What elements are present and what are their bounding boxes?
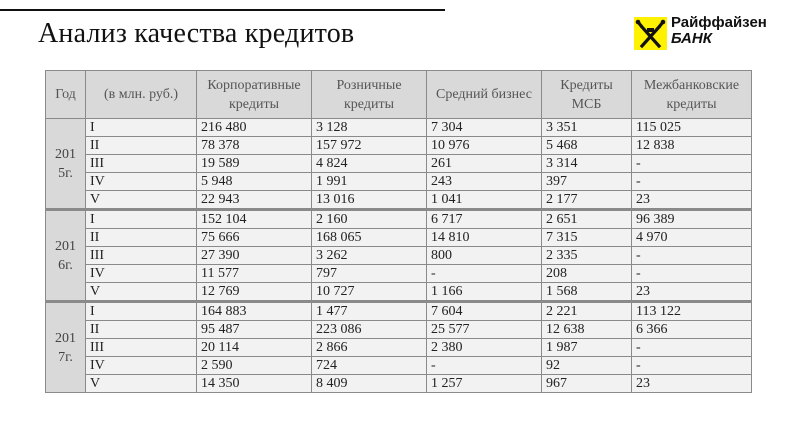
sme-cell: 208 [542,265,632,283]
year-cell [46,210,86,302]
header-corporate: Корпоративные кредиты [197,71,312,119]
table-row [46,357,752,375]
retail-cell: 13 016 [312,191,427,210]
logo-line1: Райффайзен [671,14,767,31]
header-row [46,71,752,119]
retail-cell: 8 409 [312,375,427,393]
retail-cell: 1 991 [312,173,427,191]
logo-text [671,15,767,47]
interbank-cell: - [632,173,752,191]
interbank-cell: 23 [632,191,752,210]
medium-business-cell: 2 380 [427,339,542,357]
category-cell: III [86,155,197,173]
logo-line2: БАНК [671,30,712,47]
retail-cell: 3 128 [312,119,427,137]
corporate-cell: 5 948 [197,173,312,191]
table-row [46,247,752,265]
sme-cell: 397 [542,173,632,191]
retail-cell: 157 972 [312,137,427,155]
retail-cell: 3 262 [312,247,427,265]
credit-quality-table [45,70,752,393]
medium-business-cell: - [427,265,542,283]
category-cell: II [86,229,197,247]
table-row [46,229,752,247]
retail-cell: 724 [312,357,427,375]
year-line1: 201 [55,146,76,162]
category-cell: IV [86,173,197,191]
corporate-cell: 95 487 [197,321,312,339]
category-cell: IV [86,357,197,375]
corporate-cell: 19 589 [197,155,312,173]
table-row [46,210,752,229]
header-retail: Розничные кредиты [312,71,427,119]
medium-business-cell: 800 [427,247,542,265]
medium-business-cell: 7 304 [427,119,542,137]
interbank-cell: 23 [632,375,752,393]
medium-business-cell: 14 810 [427,229,542,247]
year-cell [46,302,86,393]
medium-business-cell: 261 [427,155,542,173]
sme-cell: 3 314 [542,155,632,173]
category-cell: V [86,191,197,210]
interbank-cell: 4 970 [632,229,752,247]
sme-cell: 2 221 [542,302,632,321]
corporate-cell: 12 769 [197,283,312,302]
sme-cell: 92 [542,357,632,375]
corporate-cell: 11 577 [197,265,312,283]
table-row [46,302,752,321]
interbank-cell: 96 389 [632,210,752,229]
interbank-cell: - [632,155,752,173]
table-row [46,173,752,191]
top-rule [0,9,445,11]
year-cell [46,119,86,210]
category-cell: I [86,119,197,137]
retail-cell: 797 [312,265,427,283]
category-cell: II [86,321,197,339]
year-line2: 6г. [58,257,73,273]
corporate-cell: 14 350 [197,375,312,393]
table-body [46,119,752,393]
medium-business-cell: 1 166 [427,283,542,302]
table-row [46,191,752,210]
interbank-cell: 12 838 [632,137,752,155]
medium-business-cell: 243 [427,173,542,191]
interbank-cell: - [632,247,752,265]
table-row [46,137,752,155]
table-row [46,283,752,302]
category-cell: II [86,137,197,155]
year-line2: 7г. [58,349,73,365]
corporate-cell: 75 666 [197,229,312,247]
bank-logo-icon [634,17,667,50]
interbank-cell: - [632,265,752,283]
header-sme: Кредиты МСБ [542,71,632,119]
retail-cell: 168 065 [312,229,427,247]
year-line2: 5г. [58,165,73,181]
raiffeisen-logo [634,15,767,59]
year-line1: 201 [55,238,76,254]
sme-cell: 7 315 [542,229,632,247]
interbank-cell: 115 025 [632,119,752,137]
table-row [46,339,752,357]
interbank-cell: 23 [632,283,752,302]
corporate-cell: 164 883 [197,302,312,321]
header-interbank: Межбанковские кредиты [632,71,752,119]
table-row [46,265,752,283]
category-cell: I [86,302,197,321]
medium-business-cell: 1 041 [427,191,542,210]
header-medium-business: Средний бизнес [427,71,542,119]
table-row [46,321,752,339]
corporate-cell: 78 378 [197,137,312,155]
retail-cell: 223 086 [312,321,427,339]
corporate-cell: 22 943 [197,191,312,210]
category-cell: III [86,247,197,265]
retail-cell: 2 160 [312,210,427,229]
sme-cell: 1 568 [542,283,632,302]
category-cell: I [86,210,197,229]
medium-business-cell: 10 976 [427,137,542,155]
sme-cell: 967 [542,375,632,393]
retail-cell: 10 727 [312,283,427,302]
corporate-cell: 216 480 [197,119,312,137]
table-row [46,119,752,137]
medium-business-cell: 1 257 [427,375,542,393]
category-cell: III [86,339,197,357]
header-year: Год [46,71,86,119]
corporate-cell: 20 114 [197,339,312,357]
medium-business-cell: 7 604 [427,302,542,321]
table-row [46,155,752,173]
interbank-cell: - [632,357,752,375]
retail-cell: 4 824 [312,155,427,173]
corporate-cell: 152 104 [197,210,312,229]
category-cell: V [86,283,197,302]
interbank-cell: 113 122 [632,302,752,321]
category-cell: V [86,375,197,393]
category-cell: IV [86,265,197,283]
corporate-cell: 2 590 [197,357,312,375]
sme-cell: 5 468 [542,137,632,155]
retail-cell: 2 866 [312,339,427,357]
sme-cell: 3 351 [542,119,632,137]
header-units: (в млн. руб.) [86,71,197,119]
corporate-cell: 27 390 [197,247,312,265]
sme-cell: 2 335 [542,247,632,265]
sme-cell: 2 651 [542,210,632,229]
sme-cell: 1 987 [542,339,632,357]
table-row [46,375,752,393]
sme-cell: 12 638 [542,321,632,339]
sme-cell: 2 177 [542,191,632,210]
page-title: Анализ качества кредитов [38,18,355,49]
medium-business-cell: 25 577 [427,321,542,339]
retail-cell: 1 477 [312,302,427,321]
medium-business-cell: 6 717 [427,210,542,229]
interbank-cell: 6 366 [632,321,752,339]
year-line1: 201 [55,330,76,346]
interbank-cell: - [632,339,752,357]
medium-business-cell: - [427,357,542,375]
